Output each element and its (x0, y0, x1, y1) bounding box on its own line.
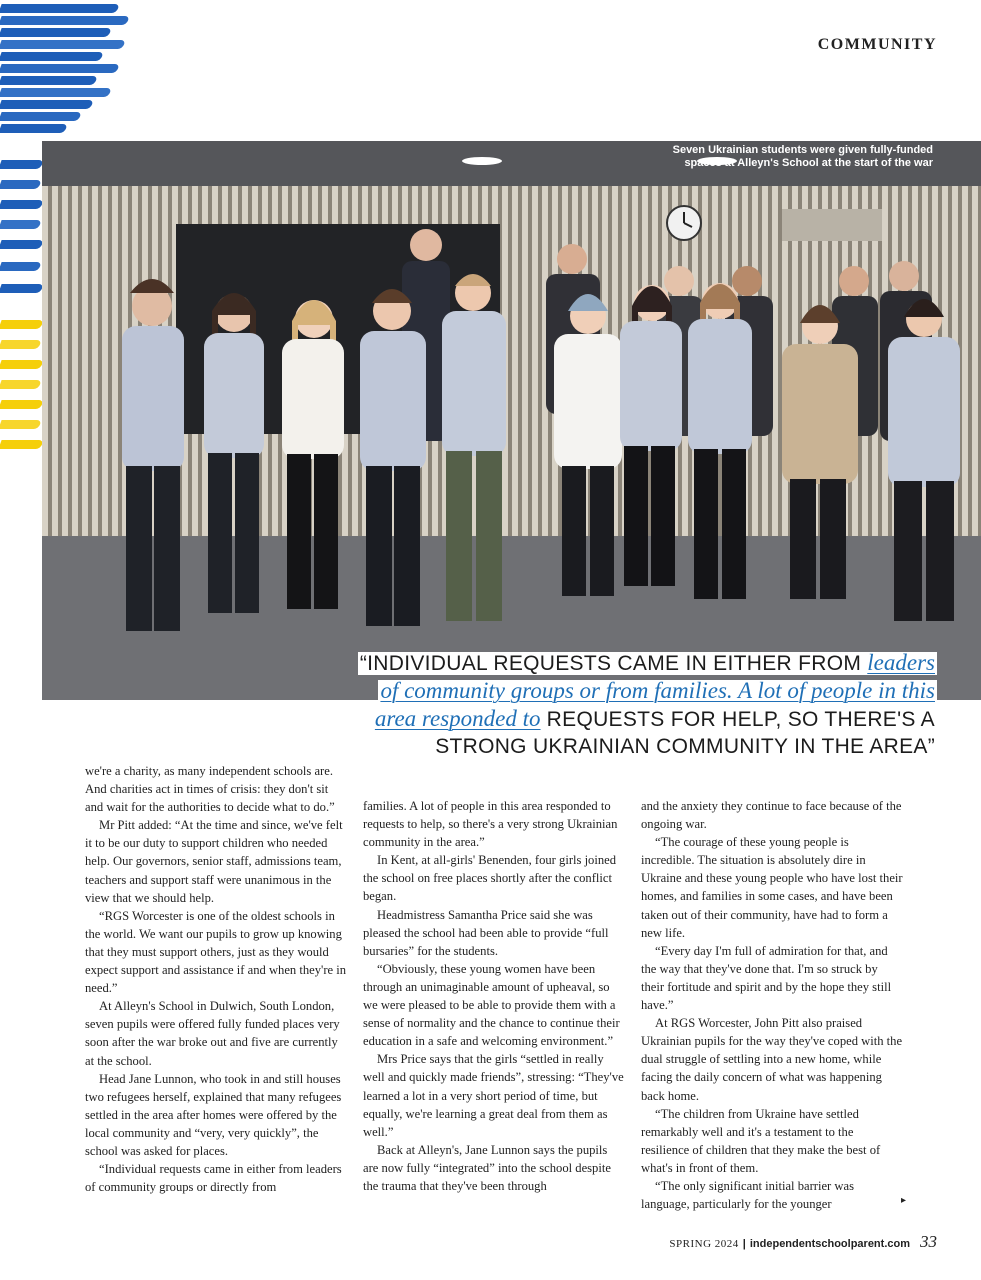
brush-stroke (0, 262, 42, 271)
brush-stroke (0, 52, 104, 61)
footer-separator: | (742, 1238, 746, 1250)
brush-stroke (0, 440, 44, 449)
pull-quote-text: STRONG UKRAINIAN COMMUNITY IN THE AREA” (435, 735, 935, 758)
brush-stroke (0, 40, 126, 49)
pull-quote-text: REQUESTS FOR HELP, SO THERE'S A (540, 708, 935, 731)
brush-stroke (0, 4, 120, 13)
brush-stroke (0, 124, 68, 133)
paragraph: “RGS Worcester is one of the oldest schools in the world. We want our pupils to grow up knowing that they must support others, just as they would expect support and assistance if and when they're in need.” (85, 908, 347, 996)
paragraph: At Alleyn's School in Dulwich, South London, seven pupils were offered fully funded places very soon after the war broke out and five are currently at the school. (85, 999, 340, 1068)
brush-stroke (0, 360, 44, 369)
paragraph: “The courage of these young people is incredible. The situation is absolutely dire in Ukraine and these young people who have lost their homes, and families in some cases, and have been taken out of their community, have had to form a new life. (641, 835, 903, 940)
section-label: COMMUNITY (817, 36, 937, 53)
paragraph: Head Jane Lunnon, who took in and still houses two refugees herself, explained that many refugees settled in the area after homes were offered by the local community and “very, very quickly”, the school was asked for places. (85, 1071, 342, 1158)
pull-quote-emphasis: of community groups or from families. A lot of people in this (380, 678, 935, 703)
pull-quote (300, 649, 937, 760)
pull-quote-text: “INDIVIDUAL REQUESTS CAME IN EITHER FROM (359, 652, 868, 675)
brush-stroke (0, 16, 130, 25)
paragraph: we're a charity, as many independent schools are. And charities act in times of crisis: they don't sit and wait for the authorities to decide what to do.” (85, 764, 335, 815)
paragraph: “The only significant initial barrier was language, particularly for the younger (641, 1178, 854, 1212)
page-number: 33 (920, 1232, 937, 1251)
body-column-2 (363, 797, 625, 1195)
paragraph: Mrs Price says that the girls “settled in really well and quickly made friends”, stressing: “They've learned a lot in a very short period of time, but equally, we're learning a great deal from them as well.” (363, 1052, 624, 1139)
group-photo-illustration (42, 141, 981, 700)
brush-stroke (0, 380, 42, 389)
brush-stroke (0, 320, 44, 329)
page-footer (669, 1232, 937, 1252)
paragraph: “The children from Ukraine have settled remarkably well and it's a testament to the resilience of children that they make the best of what's in front of them. (641, 1106, 881, 1175)
website-link[interactable]: independentschoolparent.com (749, 1238, 910, 1250)
pull-quote-emphasis: area responded to (374, 706, 541, 731)
brush-stroke (0, 28, 112, 37)
brush-stroke (0, 420, 42, 429)
paragraph: families. A lot of people in this area responded to requests to help, so there's a very strong Ukrainian community in the area.” (363, 799, 618, 850)
paragraph: “Every day I'm full of admiration for that, and the way that they've done that. I'm so struck by their fortitude and spirit and by the hope they still have.” (641, 943, 892, 1013)
paragraph: Headmistress Samantha Price said she was pleased the school had been able to provide “full bursaries” for the students. (363, 907, 609, 958)
group-photo (42, 141, 981, 700)
paragraph: “Obviously, these young women have been through an unimaginable amount of upheaval, so we were pleased to be able to provide them with a sense of normality and the chance to continue their education in a safe and welcoming environment.” (363, 961, 620, 1049)
paragraph: and the anxiety they continue to face because of the ongoing war. (641, 799, 902, 832)
paragraph: Back at Alleyn's, Jane Lunnon says the pupils are now fully “integrated” into the school despite the trauma that they've been through (363, 1142, 611, 1193)
continue-arrow-icon: ▸ (901, 1195, 907, 1206)
brush-stroke (0, 284, 44, 293)
paragraph: “Individual requests came in either from leaders of community groups or directly from (85, 1162, 342, 1195)
paragraph: Mr Pitt added: “At the time and since, we've felt it to be our duty to support children who needed help. Our governors, senior staff, admissions team, teachers and support staff were unanimous in the view that we should help. (85, 818, 343, 905)
brush-stroke (0, 100, 94, 109)
brush-stroke (0, 64, 120, 73)
brush-stroke (0, 112, 82, 121)
pull-quote-emphasis: leaders (867, 650, 935, 675)
brush-stroke (0, 76, 98, 85)
brush-stroke (0, 160, 44, 169)
body-column-1 (85, 762, 347, 1196)
issue-label: SPRING 2024 (669, 1238, 739, 1250)
photo-caption: Seven Ukrainian students were given fully-funded spaces at Alleyn's School at the start of the war (672, 144, 933, 169)
brush-stroke (0, 240, 44, 249)
brush-stroke (0, 88, 112, 97)
brush-stroke (0, 400, 44, 409)
paragraph: In Kent, at all-girls' Benenden, four girls joined the school on free places shortly after the conflict began. (363, 853, 617, 904)
body-column-3 (641, 797, 903, 1213)
brush-stroke (0, 340, 42, 349)
brush-stroke (0, 220, 42, 229)
brush-stroke (0, 180, 42, 189)
brush-stroke (0, 200, 44, 209)
paragraph: At RGS Worcester, John Pitt also praised Ukrainian pupils for the way they've coped with the dual struggle of settling into a new home, while facing the daily concern of what was happening back home. (641, 1016, 903, 1103)
